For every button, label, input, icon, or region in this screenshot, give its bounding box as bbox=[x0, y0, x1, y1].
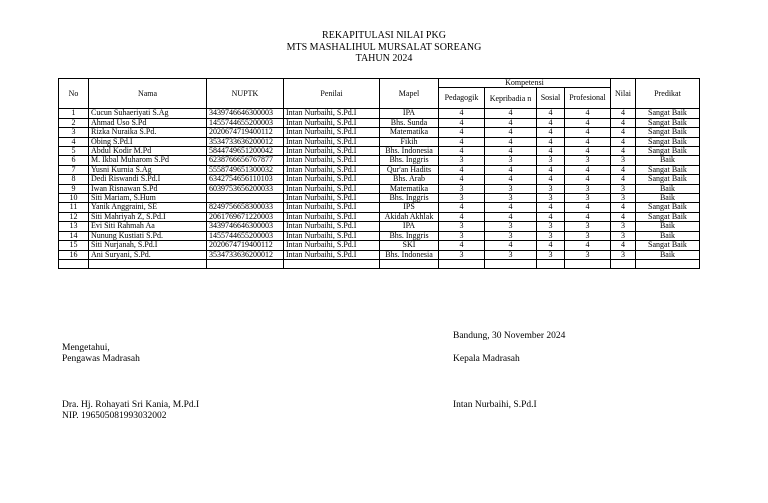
cell-no: 9 bbox=[59, 184, 89, 193]
cell-nuptk: 5558749651300032 bbox=[207, 165, 284, 174]
cell-mapel: Akidah Akhlak bbox=[380, 212, 439, 221]
cell-nuptk: 8249756658300033 bbox=[207, 203, 284, 212]
cell-sosial: 4 bbox=[537, 118, 565, 127]
cell-profesional: 4 bbox=[565, 147, 611, 156]
cell-profesional: 4 bbox=[565, 128, 611, 137]
cell-penilai: Intan Nurbaihi, S.Pd.I bbox=[284, 175, 380, 184]
table-row bbox=[59, 137, 700, 146]
table-row bbox=[59, 259, 700, 268]
left-signatory bbox=[62, 400, 199, 422]
table-row bbox=[59, 175, 700, 184]
left-name: Dra. Hj. Rohayati Sri Kania, M.Pd.I bbox=[62, 400, 200, 410]
cell-penilai bbox=[284, 259, 380, 268]
cell-no: 5 bbox=[59, 147, 89, 156]
cell-no: 3 bbox=[59, 128, 89, 137]
cell-nilai: 4 bbox=[611, 118, 636, 127]
cell-mapel: Matematika bbox=[380, 184, 439, 193]
cell-mapel: Bhs. Inggris bbox=[380, 194, 439, 203]
cell-predikat: Sangat Baik bbox=[636, 212, 700, 221]
cell-profesional: 4 bbox=[565, 203, 611, 212]
cell-pedagogik: 4 bbox=[439, 147, 485, 156]
cell-penilai: Intan Nurbaihi, S.Pd.I bbox=[284, 128, 380, 137]
cell-nuptk: 3439746646300003 bbox=[207, 222, 284, 231]
cell-penilai: Intan Nurbaihi, S.Pd.I bbox=[284, 194, 380, 203]
cell-penilai: Intan Nurbaihi, S.Pd.I bbox=[284, 165, 380, 174]
table-row bbox=[59, 222, 700, 231]
cell-nama: Abdul Kodir M.Pd bbox=[89, 147, 207, 156]
cell-no: 6 bbox=[59, 156, 89, 165]
col-header-nama: Nama bbox=[89, 79, 207, 109]
cell-no: 10 bbox=[59, 194, 89, 203]
cell-predikat: Sangat Baik bbox=[636, 109, 700, 118]
cell-nilai: 3 bbox=[611, 194, 636, 203]
cell-predikat: Baik bbox=[636, 222, 700, 231]
cell-nuptk: 1455744655200003 bbox=[207, 118, 284, 127]
cell-nama: Ani Suryani, S.Pd. bbox=[89, 250, 207, 259]
cell-pedagogik: 3 bbox=[439, 156, 485, 165]
cell-profesional: 3 bbox=[565, 231, 611, 240]
cell-nilai: 3 bbox=[611, 156, 636, 165]
cell-pedagogik: 4 bbox=[439, 109, 485, 118]
cell-sosial: 3 bbox=[537, 231, 565, 240]
cell-pedagogik: 4 bbox=[439, 175, 485, 184]
cell-kepribadian: 4 bbox=[485, 241, 537, 250]
cell-kepribadian: 4 bbox=[485, 212, 537, 221]
left-greeting: Mengetahui, bbox=[62, 343, 110, 353]
cell-no: 4 bbox=[59, 137, 89, 146]
cell-nama: Siti Nurjanah, S.Pd.I bbox=[89, 241, 207, 250]
cell-nuptk: 6342754656110103 bbox=[207, 175, 284, 184]
cell-sosial: 3 bbox=[537, 194, 565, 203]
cell-nuptk: 6238766656767877 bbox=[207, 156, 284, 165]
table-row bbox=[59, 118, 700, 127]
cell-profesional: 3 bbox=[565, 222, 611, 231]
cell-sosial: 4 bbox=[537, 147, 565, 156]
cell-nama: Iwan Risnawan S.Pd bbox=[89, 184, 207, 193]
cell-no: 15 bbox=[59, 241, 89, 250]
cell-mapel: Bhs. Sunda bbox=[380, 118, 439, 127]
cell-nilai: 4 bbox=[611, 137, 636, 146]
cell-nama: Siti Mariam, S.Hum bbox=[89, 194, 207, 203]
cell-nama: Yanik Anggraini, SE bbox=[89, 203, 207, 212]
cell-nilai: 4 bbox=[611, 241, 636, 250]
col-header-nilai: Nilai bbox=[611, 79, 636, 109]
cell-nama: Yusni Kurnia S.Ag bbox=[89, 165, 207, 174]
cell-profesional: 3 bbox=[565, 184, 611, 193]
cell-predikat bbox=[636, 259, 700, 268]
table-row bbox=[59, 128, 700, 137]
left-signature-block bbox=[62, 343, 140, 365]
cell-penilai: Intan Nurbaihi, S.Pd.I bbox=[284, 222, 380, 231]
cell-profesional: 4 bbox=[565, 212, 611, 221]
title-line-3: TAHUN 2024 bbox=[355, 53, 413, 64]
cell-pedagogik: 4 bbox=[439, 165, 485, 174]
cell-sosial: 3 bbox=[537, 222, 565, 231]
cell-pedagogik: 3 bbox=[439, 231, 485, 240]
cell-nilai: 3 bbox=[611, 184, 636, 193]
table-row bbox=[59, 241, 700, 250]
cell-predikat: Sangat Baik bbox=[636, 128, 700, 137]
title-line-1: REKAPITULASI NILAI PKG bbox=[322, 30, 446, 41]
table-row bbox=[59, 165, 700, 174]
cell-nuptk: 2061769671220003 bbox=[207, 212, 284, 221]
cell-nama: Dedi Riswandi S.Pd.I bbox=[89, 175, 207, 184]
col-header-nuptk: NUPTK bbox=[207, 79, 284, 109]
table-row bbox=[59, 250, 700, 259]
cell-penilai: Intan Nurbaihi, S.Pd.I bbox=[284, 241, 380, 250]
cell-penilai: Intan Nurbaihi, S.Pd.I bbox=[284, 109, 380, 118]
cell-nama: Nunung Kustiati S.Pd. bbox=[89, 231, 207, 240]
cell-penilai: Intan Nurbaihi, S.Pd.I bbox=[284, 250, 380, 259]
cell-nama bbox=[89, 259, 207, 268]
cell-predikat: Baik bbox=[636, 250, 700, 259]
place-date: Bandung, 30 November 2024 bbox=[453, 331, 566, 341]
cell-nuptk: 3439746646300003 bbox=[207, 109, 284, 118]
right-role: Kepala Madrasah bbox=[453, 354, 520, 364]
cell-mapel: Bhs. Indonesia bbox=[380, 250, 439, 259]
cell-predikat: Baik bbox=[636, 156, 700, 165]
cell-predikat: Baik bbox=[636, 184, 700, 193]
cell-kepribadian: 4 bbox=[485, 165, 537, 174]
cell-mapel: IPA bbox=[380, 222, 439, 231]
document-title bbox=[0, 30, 768, 65]
cell-mapel: Matematika bbox=[380, 128, 439, 137]
cell-profesional: 4 bbox=[565, 118, 611, 127]
table-body bbox=[59, 109, 700, 269]
table-row bbox=[59, 212, 700, 221]
cell-nuptk: 3534733636200012 bbox=[207, 137, 284, 146]
cell-mapel: Bhs. Inggris bbox=[380, 231, 439, 240]
cell-kepribadian: 4 bbox=[485, 109, 537, 118]
cell-mapel: Qur'an Hadits bbox=[380, 165, 439, 174]
cell-nuptk: 2020674719400112 bbox=[207, 241, 284, 250]
col-header-kompetensi: Kompetensi bbox=[439, 79, 611, 88]
cell-nama: Siti Mahriyah Z, S.Pd.I bbox=[89, 212, 207, 221]
cell-sosial: 4 bbox=[537, 165, 565, 174]
cell-mapel: SKI bbox=[380, 241, 439, 250]
cell-predikat: Baik bbox=[636, 194, 700, 203]
cell-nilai: 3 bbox=[611, 250, 636, 259]
cell-predikat: Sangat Baik bbox=[636, 175, 700, 184]
cell-pedagogik: 3 bbox=[439, 194, 485, 203]
cell-pedagogik: 4 bbox=[439, 118, 485, 127]
cell-kepribadian: 3 bbox=[485, 194, 537, 203]
cell-pedagogik: 3 bbox=[439, 184, 485, 193]
cell-no: 13 bbox=[59, 222, 89, 231]
cell-sosial: 4 bbox=[537, 212, 565, 221]
cell-pedagogik bbox=[439, 259, 485, 268]
cell-profesional: 4 bbox=[565, 175, 611, 184]
cell-kepribadian: 4 bbox=[485, 147, 537, 156]
cell-predikat: Sangat Baik bbox=[636, 118, 700, 127]
col-header-kepribadian: Kepribadia n bbox=[485, 88, 537, 109]
col-header-pedagogik: Pedagogik bbox=[439, 88, 485, 109]
cell-pedagogik: 4 bbox=[439, 241, 485, 250]
cell-pedagogik: 4 bbox=[439, 137, 485, 146]
cell-kepribadian: 3 bbox=[485, 156, 537, 165]
cell-profesional: 3 bbox=[565, 194, 611, 203]
cell-nuptk bbox=[207, 259, 284, 268]
cell-mapel: IPS bbox=[380, 203, 439, 212]
cell-penilai: Intan Nurbaihi, S.Pd.I bbox=[284, 137, 380, 146]
cell-sosial: 4 bbox=[537, 175, 565, 184]
cell-no: 8 bbox=[59, 175, 89, 184]
cell-sosial: 4 bbox=[537, 241, 565, 250]
cell-nuptk: 5844749651200042 bbox=[207, 147, 284, 156]
cell-sosial: 3 bbox=[537, 250, 565, 259]
cell-predikat: Sangat Baik bbox=[636, 165, 700, 174]
col-header-penilai: Penilai bbox=[284, 79, 380, 109]
cell-penilai: Intan Nurbaihi, S.Pd.I bbox=[284, 212, 380, 221]
cell-no: 7 bbox=[59, 165, 89, 174]
cell-nilai: 3 bbox=[611, 222, 636, 231]
cell-sosial: 4 bbox=[537, 203, 565, 212]
cell-kepribadian: 3 bbox=[485, 250, 537, 259]
col-header-sosial: Sosial bbox=[537, 88, 565, 109]
cell-penilai: Intan Nurbaihi, S.Pd.I bbox=[284, 147, 380, 156]
cell-nuptk: 6039753656200033 bbox=[207, 184, 284, 193]
cell-penilai: Intan Nurbaihi, S.Pd.I bbox=[284, 118, 380, 127]
cell-sosial bbox=[537, 259, 565, 268]
cell-mapel: Bhs. Inggris bbox=[380, 156, 439, 165]
table-row bbox=[59, 109, 700, 118]
cell-predikat: Baik bbox=[636, 231, 700, 240]
cell-pedagogik: 4 bbox=[439, 128, 485, 137]
table-row bbox=[59, 156, 700, 165]
cell-nuptk bbox=[207, 194, 284, 203]
cell-predikat: Sangat Baik bbox=[636, 241, 700, 250]
cell-kepribadian: 4 bbox=[485, 128, 537, 137]
left-nip: NIP. 196505081993032002 bbox=[62, 411, 167, 421]
cell-nilai: 4 bbox=[611, 109, 636, 118]
cell-mapel: Bhs. Indonesia bbox=[380, 147, 439, 156]
cell-nama: Ahmad Uso S.Pd bbox=[89, 118, 207, 127]
col-header-predikat: Predikat bbox=[636, 79, 700, 109]
cell-kepribadian: 3 bbox=[485, 231, 537, 240]
cell-no bbox=[59, 259, 89, 268]
cell-nilai: 4 bbox=[611, 128, 636, 137]
title-line-2: MTS MASHALIHUL MURSALAT SOREANG bbox=[286, 41, 482, 53]
col-header-no: No bbox=[59, 79, 89, 109]
cell-nilai: 4 bbox=[611, 165, 636, 174]
cell-sosial: 4 bbox=[537, 109, 565, 118]
cell-mapel: IPA bbox=[380, 109, 439, 118]
col-header-profesional: Profesional bbox=[565, 88, 611, 109]
table-row bbox=[59, 184, 700, 193]
cell-no: 16 bbox=[59, 250, 89, 259]
cell-kepribadian: 4 bbox=[485, 118, 537, 127]
cell-predikat: Sangat Baik bbox=[636, 147, 700, 156]
cell-profesional: 3 bbox=[565, 156, 611, 165]
cell-penilai: Intan Nurbaihi, S.Pd.I bbox=[284, 231, 380, 240]
cell-nama: Cucun Suhaeriyati S.Ag bbox=[89, 109, 207, 118]
cell-no: 11 bbox=[59, 203, 89, 212]
col-header-mapel: Mapel bbox=[380, 79, 439, 109]
cell-no: 2 bbox=[59, 118, 89, 127]
cell-nuptk: 3534733636200012 bbox=[207, 250, 284, 259]
cell-sosial: 3 bbox=[537, 156, 565, 165]
cell-nilai: 4 bbox=[611, 147, 636, 156]
cell-penilai: Intan Nurbaihi, S.Pd.I bbox=[284, 184, 380, 193]
cell-nama: Rizka Nuraika S.Pd. bbox=[89, 128, 207, 137]
cell-pedagogik: 3 bbox=[439, 250, 485, 259]
cell-penilai: Intan Nurbaihi, S.Pd.I bbox=[284, 203, 380, 212]
cell-sosial: 3 bbox=[537, 184, 565, 193]
cell-nama: Obing S.Pd.I bbox=[89, 137, 207, 146]
cell-profesional: 4 bbox=[565, 165, 611, 174]
table-row bbox=[59, 194, 700, 203]
cell-kepribadian: 3 bbox=[485, 184, 537, 193]
cell-nilai: 4 bbox=[611, 203, 636, 212]
cell-kepribadian: 4 bbox=[485, 137, 537, 146]
cell-no: 12 bbox=[59, 212, 89, 221]
cell-nuptk: 1455744655200003 bbox=[207, 231, 284, 240]
cell-nama: M. Ikbal Muharom S.Pd bbox=[89, 156, 207, 165]
cell-nilai: 4 bbox=[611, 175, 636, 184]
cell-penilai: Intan Nurbaihi, S.Pd.I bbox=[284, 156, 380, 165]
cell-pedagogik: 3 bbox=[439, 222, 485, 231]
cell-mapel: Fikih bbox=[380, 137, 439, 146]
cell-profesional: 4 bbox=[565, 137, 611, 146]
recap-table bbox=[58, 78, 700, 269]
cell-sosial: 4 bbox=[537, 128, 565, 137]
cell-profesional: 3 bbox=[565, 250, 611, 259]
right-name: Intan Nurbaihi, S.Pd.I bbox=[453, 400, 537, 410]
table-row bbox=[59, 231, 700, 240]
cell-nilai bbox=[611, 259, 636, 268]
cell-no: 1 bbox=[59, 109, 89, 118]
table-row bbox=[59, 147, 700, 156]
cell-kepribadian: 4 bbox=[485, 175, 537, 184]
left-role: Pengawas Madrasah bbox=[62, 354, 140, 364]
cell-kepribadian: 3 bbox=[485, 222, 537, 231]
cell-nuptk: 2020674719400112 bbox=[207, 128, 284, 137]
cell-no: 14 bbox=[59, 231, 89, 240]
cell-profesional: 4 bbox=[565, 241, 611, 250]
cell-mapel: Bhs. Arab bbox=[380, 175, 439, 184]
cell-profesional bbox=[565, 259, 611, 268]
cell-kepribadian bbox=[485, 259, 537, 268]
cell-sosial: 4 bbox=[537, 137, 565, 146]
cell-predikat: Sangat Baik bbox=[636, 137, 700, 146]
table-row bbox=[59, 203, 700, 212]
cell-nilai: 4 bbox=[611, 212, 636, 221]
cell-profesional: 4 bbox=[565, 109, 611, 118]
cell-pedagogik: 4 bbox=[439, 203, 485, 212]
cell-kepribadian: 4 bbox=[485, 203, 537, 212]
cell-pedagogik: 4 bbox=[439, 212, 485, 221]
cell-predikat: Sangat Baik bbox=[636, 203, 700, 212]
cell-mapel bbox=[380, 259, 439, 268]
cell-nilai: 3 bbox=[611, 231, 636, 240]
cell-nama: Evi Siti Rahmah Aa bbox=[89, 222, 207, 231]
